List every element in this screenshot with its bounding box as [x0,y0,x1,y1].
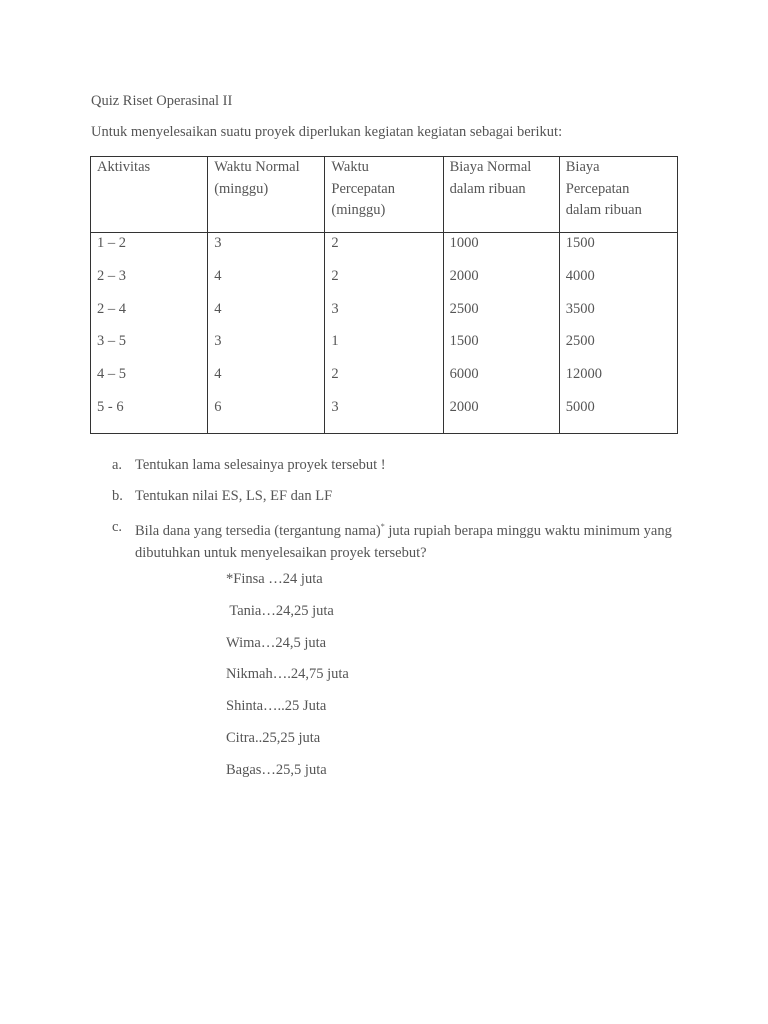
table-cell: 2 [325,233,443,266]
table-cell: 2 – 3 [91,266,208,299]
header-line: Percepatan [565,180,630,197]
header-aktivitas [91,157,208,233]
table-cell: 5 - 6 [91,397,208,434]
table-cell: 4 – 5 [91,364,208,397]
header-line: (minggu) [331,202,386,218]
table-row [91,331,678,364]
table-cell: 3 [208,233,325,266]
table-cell: 5000 [559,397,677,434]
table-cell: 3500 [559,299,677,332]
table-header-row [91,157,678,233]
question-item-a [112,454,672,476]
table-cell: 1000 [443,233,559,266]
table-cell: 3 [325,299,443,332]
footnote-marker: * [380,522,385,531]
header-biaya-percepatan [559,157,677,233]
list-item: Shinta…..25 Juta [226,698,327,715]
list-item: Bagas…25,5 juta [226,761,327,778]
header-waktu-normal [208,157,325,233]
question-text: Tentukan nilai ES, LS, EF dan LF [135,488,333,504]
header-line: dalam ribuan [565,202,642,218]
table-cell: 2 [325,364,443,397]
header-biaya-normal [443,157,559,233]
header-line: Aktivitas [97,159,151,175]
table-cell: 2 [325,266,443,299]
header-waktu-percepatan [325,157,443,233]
table-row [91,299,678,332]
table-cell: 3 – 5 [91,331,208,364]
budget-name-list [226,570,349,793]
table-cell: 1 [325,331,443,364]
table-row [91,266,678,299]
table-cell: 4 [208,266,325,299]
table-cell: 6000 [443,364,559,397]
table-cell: 2000 [443,266,559,299]
question-text: Tentukan lama selesainya proyek tersebut ! [135,457,386,473]
list-marker: a. [112,457,123,473]
table-cell: 4000 [559,266,677,299]
table-cell: 12000 [559,364,677,397]
table-cell: 2500 [443,299,559,332]
activities-table [90,156,678,434]
table-row [91,397,678,434]
table-cell: 3 [325,397,443,434]
header-line: dalam ribuan [449,180,526,197]
page-title: Quiz Riset Operasinal II [91,93,233,109]
header-line: Biaya [565,159,600,175]
table-cell: 2500 [559,331,677,364]
question-item-b [112,485,672,507]
table-cell: 6 [208,397,325,434]
table-cell: 2 – 4 [91,299,208,332]
table-row [91,233,678,266]
question-text-part: juta rupiah berapa minggu waktu minimum yang dibutuhkan untuk menyelesaikan proyek tersebut? [135,523,672,561]
list-marker: b. [112,488,123,504]
header-line: Waktu Normal [214,159,300,175]
list-item: *Finsa …24 juta [226,571,323,587]
list-item: Tania…24,25 juta [226,602,334,619]
table-cell: 1 – 2 [91,233,208,266]
table-row [91,364,678,397]
question-list [112,454,672,573]
table-cell: 1500 [443,331,559,364]
list-marker: c. [112,519,123,535]
header-line: Biaya Normal [449,159,532,175]
question-text-part: Bila dana yang tersedia (tergantung nama) [135,523,381,539]
table-cell: 2000 [443,397,559,434]
header-line: (minggu) [214,180,269,197]
list-item: Wima…24,5 juta [226,634,327,651]
header-line: Percepatan [331,180,395,197]
intro-text: Untuk menyelesaikan suatu proyek diperlukan kegiatan kegiatan sebagai berikut: [91,124,563,140]
question-item-c [112,516,672,564]
table-cell: 4 [208,299,325,332]
table-cell: 1500 [559,233,677,266]
table-cell: 3 [208,331,325,364]
header-line: Waktu [331,159,369,175]
list-item: Citra..25,25 juta [226,729,321,746]
list-item: Nikmah….24,75 juta [226,666,349,683]
table-cell: 4 [208,364,325,397]
